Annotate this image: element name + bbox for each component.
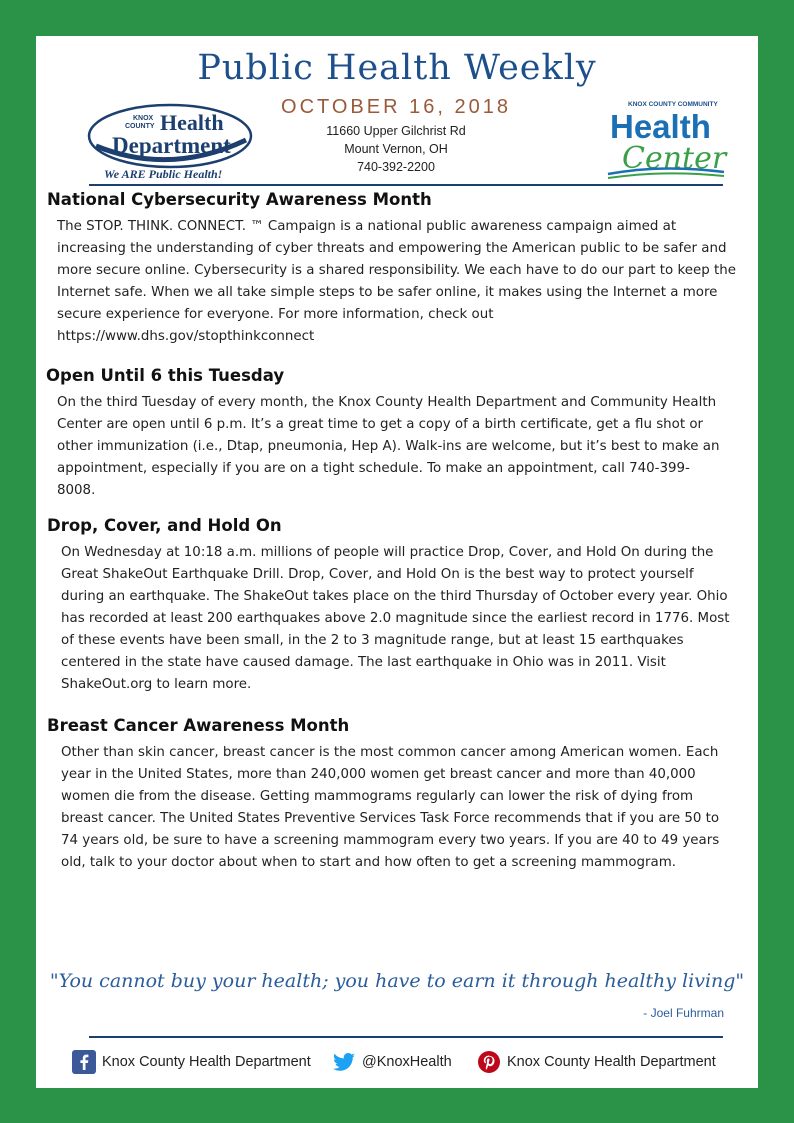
body-line: Great ShakeOut Earthquake Drill. Drop, Cover, and Hold On is the best way to protect yourself bbox=[61, 567, 694, 582]
facebook-label: Knox County Health Department bbox=[102, 1054, 311, 1070]
logo-health-center-center: Center bbox=[622, 141, 727, 176]
body-line: more secure online. Cybersecurity is a shared responsibility. We each have to do our part to keep the bbox=[57, 263, 736, 278]
health-center-logo bbox=[602, 98, 732, 182]
dhs-link[interactable]: https://www.dhs.gov/stopthinkconnect bbox=[57, 329, 315, 344]
body-line: has recorded at least 200 earthquakes above 2.0 magnitude since the earliest record in 1776. Most bbox=[61, 611, 730, 626]
body-line: centered in the state have caused damage. The last earthquake in Ohio was in 2011. Visit bbox=[61, 655, 666, 670]
facebook-link[interactable] bbox=[72, 1050, 311, 1074]
section-body bbox=[61, 742, 719, 874]
twitter-link[interactable] bbox=[332, 1050, 452, 1074]
body-line: Center are open until 6 p.m. It’s a great time to get a copy of a birth certificate, get a flu shot or bbox=[57, 417, 704, 432]
body-line: women die from the disease. Getting mammograms regularly can lower the risk of dying from bbox=[61, 789, 694, 804]
section-heading: Open Until 6 this Tuesday bbox=[46, 366, 285, 385]
phone-number: 740-392-2200 bbox=[357, 160, 435, 174]
body-line: 8008. bbox=[57, 483, 96, 498]
issue-date: OCTOBER 16, 2018 bbox=[281, 96, 511, 118]
section-body bbox=[61, 542, 730, 696]
body-line: old, talk to your doctor about when to start and how often to get a screening mammogram. bbox=[61, 855, 677, 870]
body-line: On the third Tuesday of every month, the Knox County Health Department and Community Health bbox=[57, 395, 717, 410]
newsletter-title: Public Health Weekly bbox=[197, 48, 597, 88]
address-line-2: Mount Vernon, OH bbox=[344, 142, 448, 156]
body-line: other immunization (i.e., Dtap, pneumonia, Hep A). Walk-ins are welcome, but it’s best to make an bbox=[57, 439, 720, 454]
health-quote: "You cannot buy your health; you have to earn it through healthy living" bbox=[49, 970, 745, 992]
twitter-icon bbox=[332, 1050, 356, 1074]
logo-county-text: COUNTY bbox=[125, 123, 155, 130]
body-line: year in the United States, more than 240,000 women get breast cancer and more than 40,000 bbox=[61, 767, 696, 782]
body-line: On Wednesday at 10:18 a.m. millions of people will practice Drop, Cover, and Hold On during the bbox=[61, 545, 714, 560]
logo-department-text: Department bbox=[112, 133, 231, 158]
newsletter-page bbox=[36, 36, 758, 1088]
body-line: 74 years old, be sure to have a screening mammogram every two years. If you are 40 to 49 years bbox=[61, 833, 720, 848]
logo-health-center-health: Health bbox=[610, 108, 711, 145]
section-heading: Drop, Cover, and Hold On bbox=[47, 516, 282, 535]
pinterest-label: Knox County Health Department bbox=[507, 1054, 716, 1070]
logo-community-text: KNOX COUNTY COMMUNITY bbox=[628, 101, 718, 108]
body-line: increasing the understanding of cyber threats and empowering the American public to be safer and bbox=[57, 241, 727, 256]
facebook-icon bbox=[72, 1050, 96, 1074]
body-line: during an earthquake. The ShakeOut takes place on the third Thursday of October every year. Ohio bbox=[61, 589, 728, 604]
address-line-1: 11660 Upper Gilchrist Rd bbox=[326, 124, 466, 138]
twitter-label: @KnoxHealth bbox=[362, 1054, 452, 1070]
section-heading: Breast Cancer Awareness Month bbox=[47, 716, 350, 735]
header-divider bbox=[89, 184, 723, 186]
body-line: The STOP. THINK. CONNECT. ™ Campaign is a national public awareness campaign aimed at bbox=[57, 219, 677, 234]
quote-author: - Joel Fuhrman bbox=[643, 1006, 724, 1020]
body-line: secure experience for everyone. For more information, check out bbox=[57, 307, 494, 322]
logo-health-text: Health bbox=[160, 110, 224, 135]
logo-tagline: We ARE Public Health! bbox=[104, 167, 223, 181]
body-line: ShakeOut.org to learn more. bbox=[61, 677, 252, 692]
footer-divider bbox=[89, 1036, 723, 1038]
body-line: breast cancer. The United States Preventive Services Task Force recommends that if you are 50 to bbox=[61, 811, 720, 826]
body-line: Other than skin cancer, breast cancer is the most common cancer among American women. Each bbox=[61, 745, 719, 760]
section-heading: National Cybersecurity Awareness Month bbox=[47, 190, 432, 209]
section-body bbox=[57, 392, 720, 502]
pinterest-link[interactable] bbox=[477, 1050, 716, 1074]
body-line: of these events have been small, in the 2 to 3 magnitude range, but at least 15 earthquakes bbox=[61, 633, 684, 648]
pinterest-icon bbox=[477, 1050, 501, 1074]
health-department-logo bbox=[86, 98, 256, 188]
body-line: appointment, especially if you are on a tight schedule. To make an appointment, call 740-399- bbox=[57, 461, 690, 476]
body-line: Internet safe. When we all take simple steps to be safer online, it makes using the Internet a more bbox=[57, 285, 718, 300]
logo-knox-text: KNOX bbox=[133, 115, 154, 122]
section-body bbox=[57, 216, 736, 348]
